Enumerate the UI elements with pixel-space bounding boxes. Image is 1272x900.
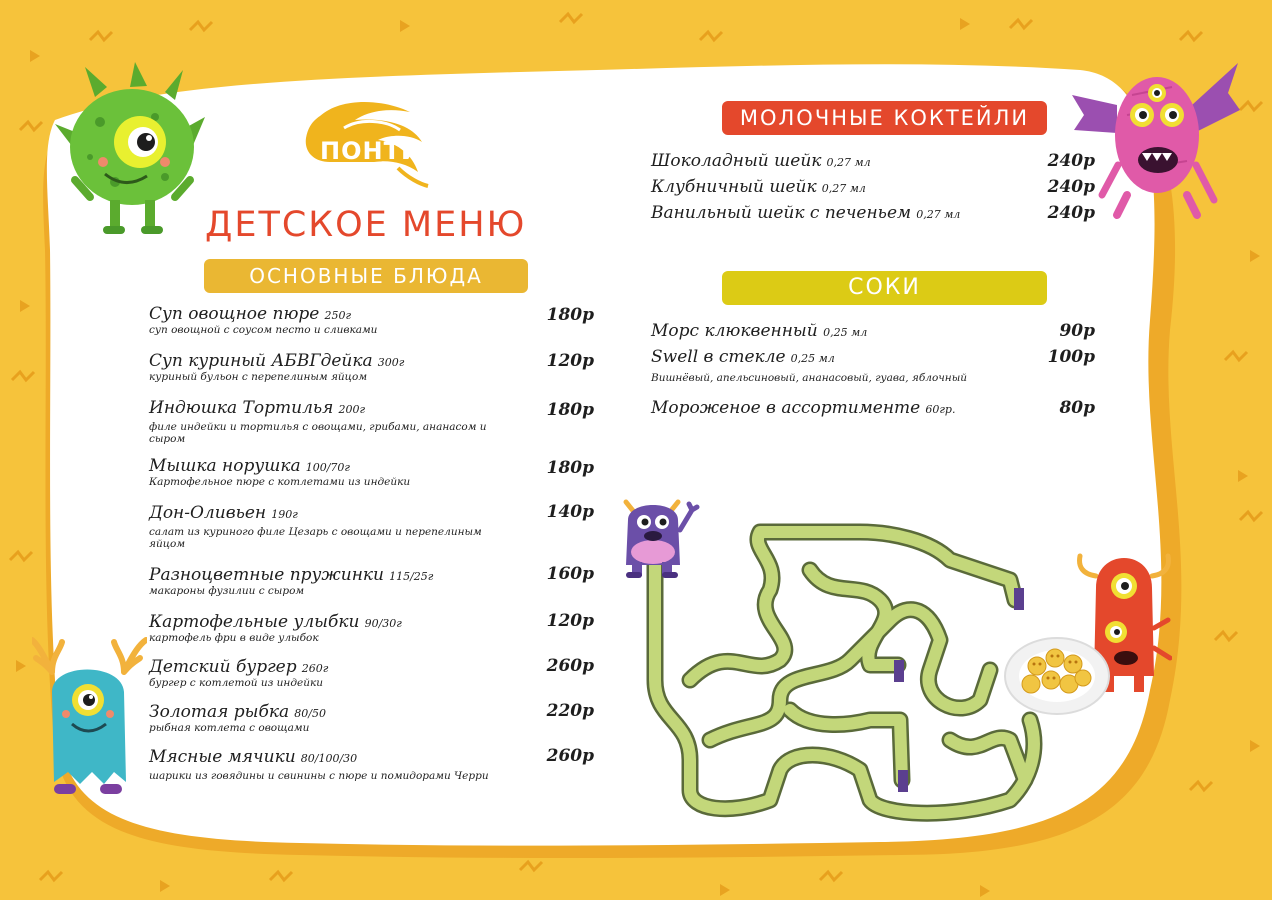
smiley-fries-plate-icon	[1003, 626, 1111, 716]
item-price: 80р	[1059, 398, 1095, 418]
list-item	[149, 351, 489, 383]
item-name: Мышка норушка	[149, 456, 301, 476]
item-name: Морс клюквенный	[651, 321, 824, 341]
brand-name: ПОНТИ	[320, 137, 423, 165]
section-title-milkshakes: МОЛОЧНЫЕ КОКТЕЙЛИ	[722, 101, 1047, 135]
item-name: Ванильный шейк с печеньем	[651, 203, 912, 223]
item-description: картофель фри в виде улыбок	[149, 632, 319, 644]
item-weight: 250г	[324, 309, 352, 322]
item-name: Золотая рыбка	[149, 702, 290, 722]
list-item	[149, 657, 489, 689]
list-item	[651, 321, 1041, 341]
item-name: Разноцветные пружинки	[149, 565, 384, 585]
list-item	[651, 347, 1041, 384]
item-description: бургер с котлетой из индейки	[149, 677, 324, 689]
item-price: 140р	[546, 502, 594, 522]
item-name: Дон-Оливьен	[149, 503, 267, 523]
item-price: 180р	[546, 305, 594, 325]
item-weight: 80/100/30	[300, 752, 358, 765]
green-monster-icon	[55, 62, 205, 237]
list-item	[149, 747, 489, 782]
section-title-main: ОСНОВНЫЕ БЛЮДА	[204, 259, 528, 293]
item-price: 100р	[1047, 347, 1095, 367]
item-weight: 0,25 мл	[823, 326, 868, 339]
page-title: ДЕТСКОЕ МЕНЮ	[205, 205, 527, 245]
item-name: Мясные мячики	[149, 747, 296, 767]
item-name: Swell в стекле	[651, 347, 786, 367]
item-name: Картофельные улыбки	[149, 612, 360, 632]
item-weight: 200г	[338, 403, 366, 416]
item-name: Суп куриный АБВГдейка	[149, 351, 373, 371]
pink-bat-monster-icon	[1072, 55, 1240, 225]
item-weight: 0,27 мл	[916, 208, 961, 221]
item-price: 90р	[1059, 321, 1095, 341]
item-price: 260р	[546, 746, 594, 766]
item-weight: 0,27 мл	[826, 156, 871, 169]
item-description: рыбная котлета с овощами	[149, 722, 310, 734]
item-name: Шоколадный шейк	[651, 151, 822, 171]
item-name: Мороженое в ассортименте	[651, 398, 921, 418]
list-item	[651, 398, 1041, 418]
item-name: Детский бургер	[149, 657, 297, 677]
item-description: суп овощной с соусом песто и сливками	[149, 324, 378, 336]
item-description: филе индейки и тортилья с овощами, грибами, ананасом и сыром	[149, 421, 487, 445]
item-weight: 80/50	[294, 707, 326, 720]
item-name: Суп овощное пюре	[149, 304, 320, 324]
item-weight: 60гр.	[925, 403, 956, 416]
list-item	[149, 304, 489, 336]
item-price: 180р	[546, 400, 594, 420]
purple-monster-icon	[616, 490, 702, 582]
item-description: куриный бульон с перепелиным яйцом	[149, 371, 368, 383]
item-description: макароны фузилии с сыром	[149, 585, 305, 597]
item-description: салат из куриного филе Цезарь с овощами и перепелиным яйцом	[149, 526, 482, 550]
list-item	[651, 151, 1041, 171]
item-price: 240р	[1047, 151, 1095, 171]
item-description: шарики из говядины и свинины с пюре и помидорами Черри	[149, 770, 489, 782]
item-description: Картофельное пюре с котлетами из индейки	[149, 476, 411, 488]
item-price: 120р	[546, 611, 594, 631]
item-weight: 0,25 мл	[790, 352, 835, 365]
item-weight: 260г	[301, 662, 329, 675]
item-weight: 115/25г	[389, 570, 434, 583]
item-description: Вишнёвый, апельсиновый, ананасовый, гуава, яблочный	[651, 372, 968, 384]
item-price: 160р	[546, 564, 594, 584]
item-price: 240р	[1047, 203, 1095, 223]
item-price: 240р	[1047, 177, 1095, 197]
list-item	[149, 702, 489, 734]
list-item	[149, 503, 489, 550]
list-item	[149, 398, 489, 445]
list-item	[651, 177, 1041, 197]
teal-monster-icon	[32, 632, 147, 800]
item-weight: 90/30г	[364, 617, 402, 630]
item-price: 220р	[546, 701, 594, 721]
item-weight: 0,27 мл	[821, 182, 866, 195]
item-weight: 300г	[377, 356, 405, 369]
list-item	[651, 203, 1041, 223]
item-price: 120р	[546, 351, 594, 371]
list-item	[149, 456, 489, 488]
item-weight: 100/70г	[305, 461, 350, 474]
item-name: Клубничный шейк	[651, 177, 817, 197]
list-item	[149, 612, 489, 644]
item-weight: 190г	[271, 508, 298, 521]
item-name: Индюшка Тортилья	[149, 398, 334, 418]
item-price: 260р	[546, 656, 594, 676]
list-item	[149, 565, 489, 597]
section-title-juices: СОКИ	[722, 271, 1047, 305]
item-price: 180р	[546, 458, 594, 478]
